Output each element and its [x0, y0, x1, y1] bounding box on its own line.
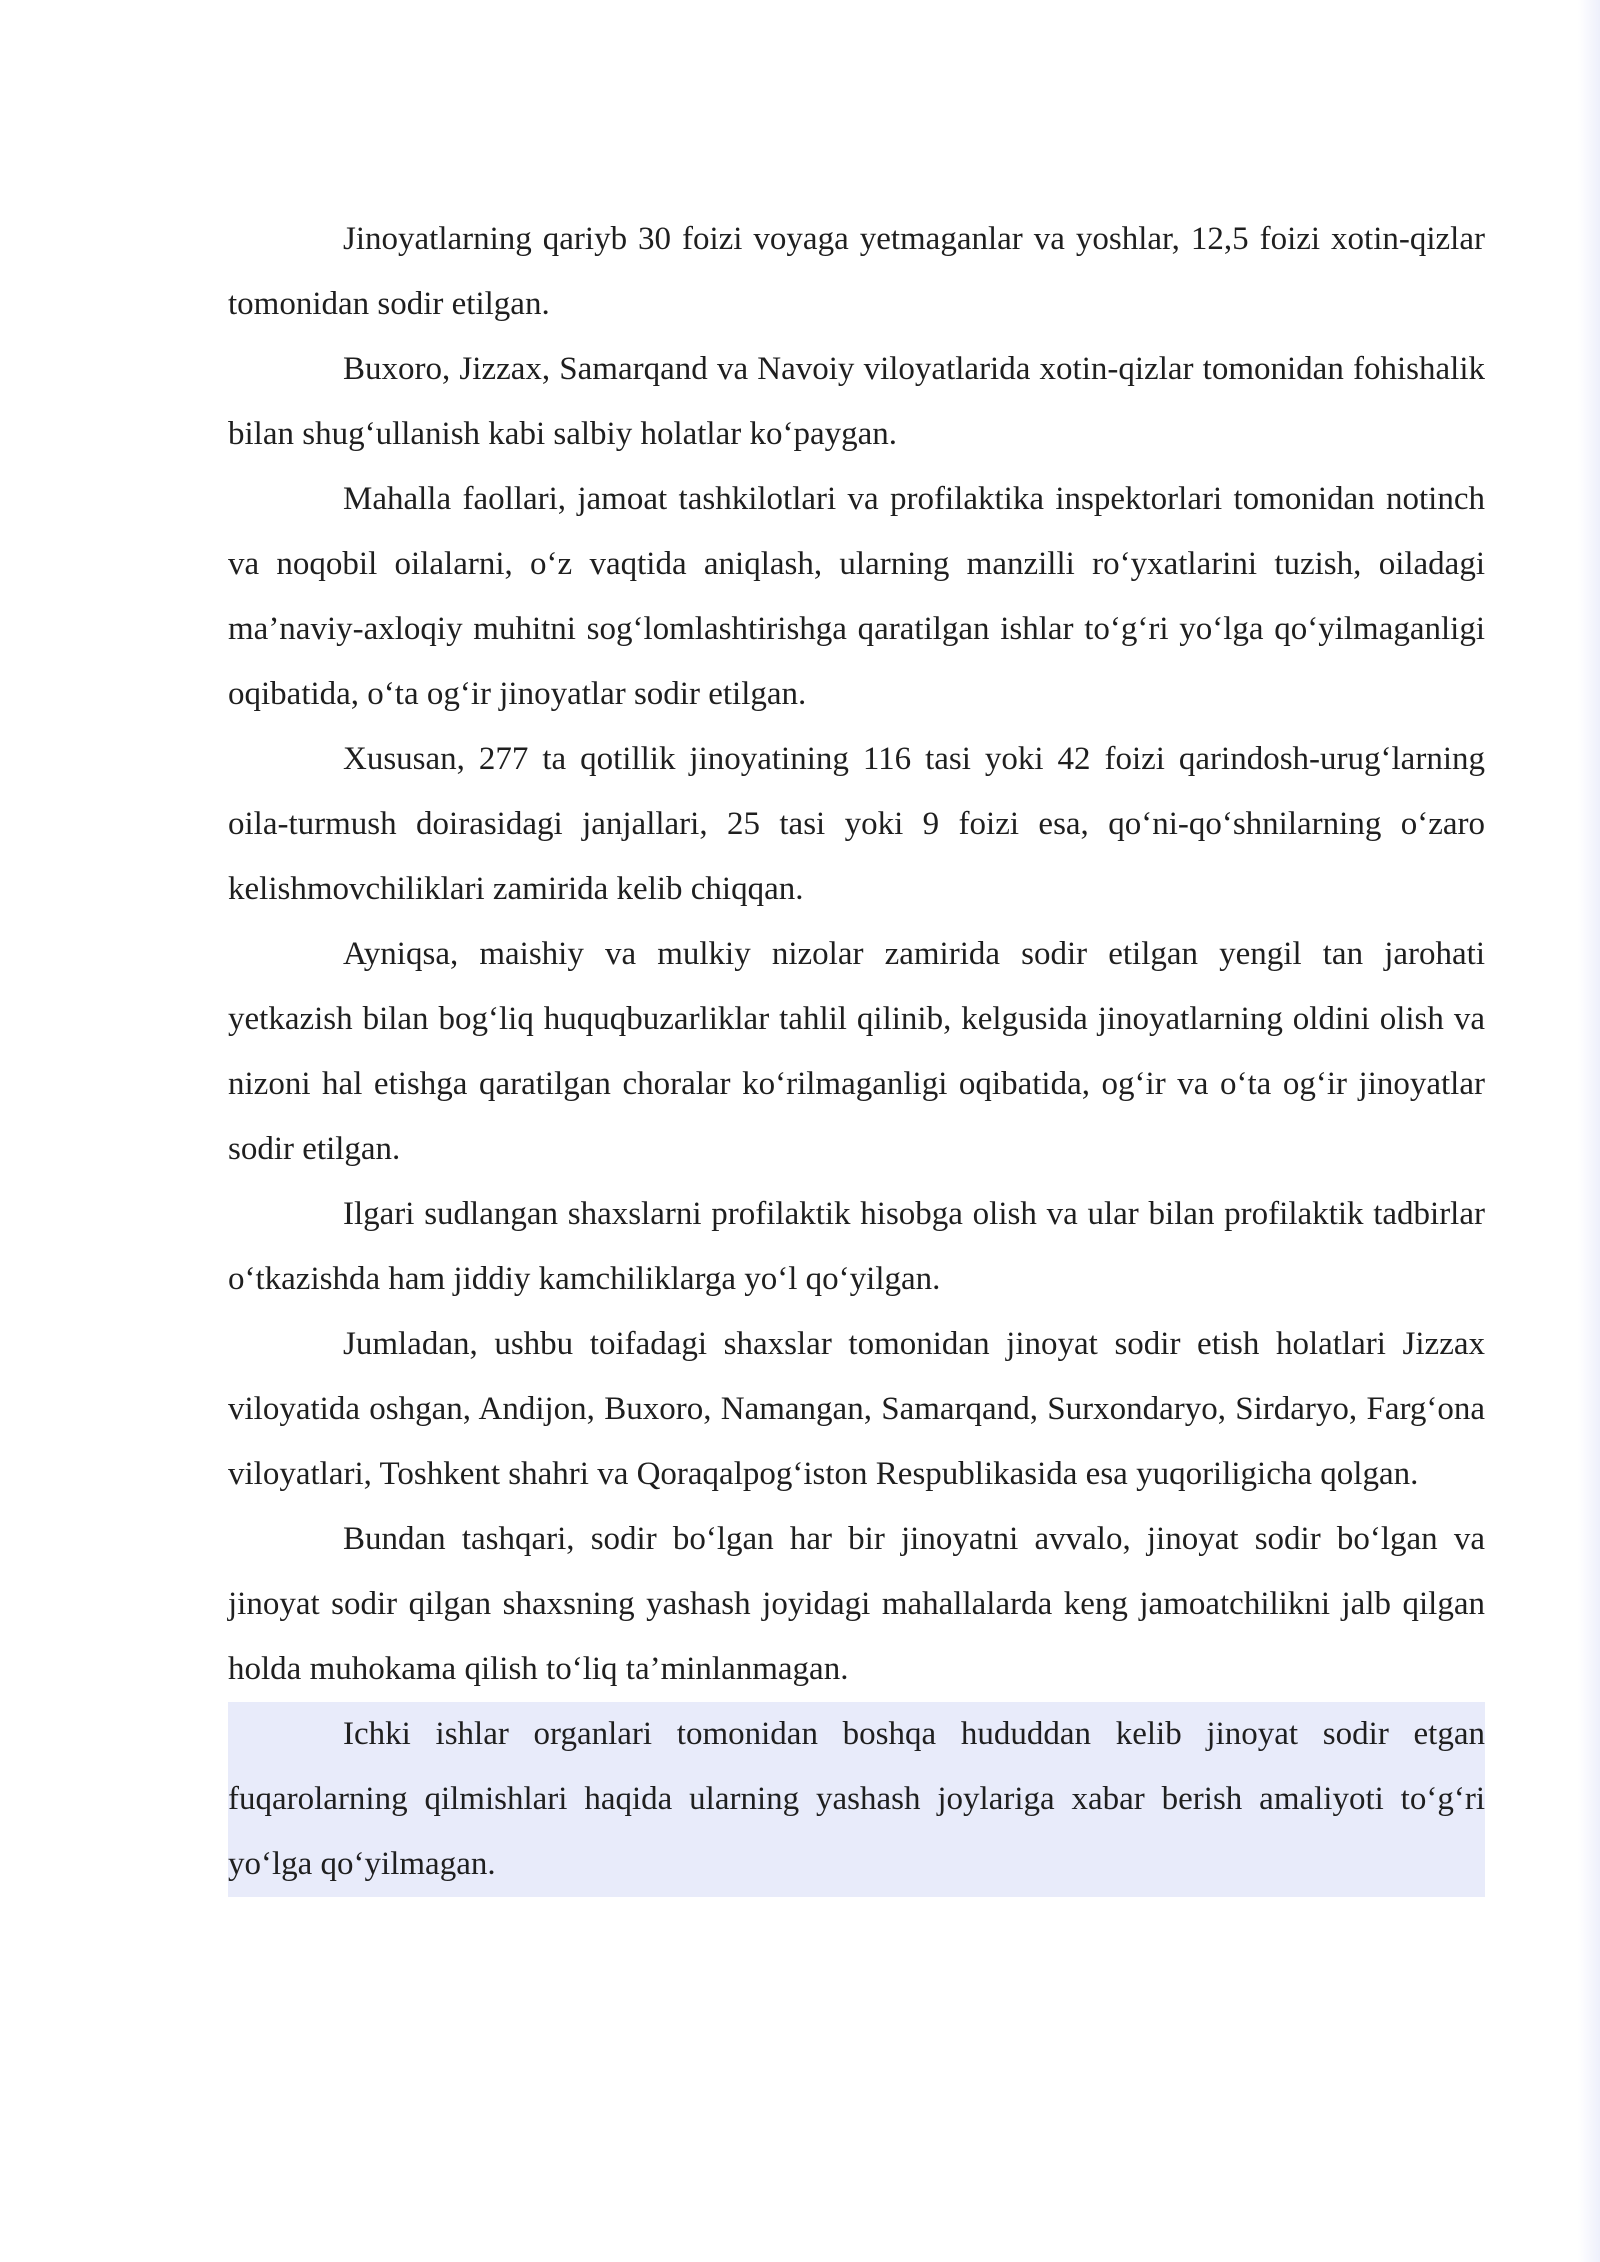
paragraph-6: Ilgari sudlangan shaxslarni profilaktik hisobga olish va ular bilan profilaktik tadbirlar o‘tkazishda ham jiddiy kamchiliklarga yo‘l qo‘yilgan.	[228, 1196, 1485, 1297]
paragraph-2: Buxoro, Jizzax, Samarqand va Navoiy viloyatlarida xotin-qizlar tomonidan fohishalik bilan shug‘ullanish kabi salbiy holatlar ko‘paygan.	[228, 351, 1485, 452]
paragraph-8: Bundan tashqari, sodir bo‘lgan har bir jinoyatni avvalo, jinoyat sodir bo‘lgan va jinoyat sodir qilgan shaxsning yashash joyidagi mahallalarda keng jamoatchilikni jalb qilgan holda muhokama qilish to‘liq ta’minlanmagan.	[228, 1521, 1485, 1687]
document-body	[228, 207, 1485, 1897]
page-edge-shade	[1578, 0, 1600, 2262]
paragraph-7: Jumladan, ushbu toifadagi shaxslar tomonidan jinoyat sodir etish holatlari Jizzax viloyatida oshgan, Andijon, Buxoro, Namangan, Samarqand, Surxondaryo, Sirdaryo, Farg‘ona viloyatlari, Toshkent shahri va Qoraqalpog‘iston Respublikasida esa yuqoriligicha qolgan.	[228, 1326, 1485, 1492]
paragraph-1: Jinoyatlarning qariyb 30 foizi voyaga yetmaganlar va yoshlar, 12,5 foizi xotin-qizlar tomonidan sodir etilgan.	[228, 221, 1485, 322]
paragraph-4: Xususan, 277 ta qotillik jinoyatining 116 tasi yoki 42 foizi qarindosh-urug‘larning oila-turmush doirasidagi janjallari, 25 tasi yoki 9 foizi esa, qo‘ni-qo‘shnilarning o‘zaro kelishmovchiliklari zamirida kelib chiqqan.	[228, 741, 1485, 907]
highlighted-paragraph[interactable]: Ichki ishlar organlari tomonidan boshqa hududdan kelib jinoyat sodir etgan fuqarolarning qilmishlari haqida ularning yashash joylariga xabar berish amaliyoti to‘g‘ri yo‘lga qo‘yilmagan.	[228, 1702, 1485, 1897]
paragraph-5: Ayniqsa, maishiy va mulkiy nizolar zamirida sodir etilgan yengil tan jarohati yetkazish bilan bog‘liq huquqbuzarliklar tahlil qilinib, kelgusida jinoyatlarning oldini olish va nizoni hal etishga qaratilgan choralar ko‘rilmaganligi oqibatida, og‘ir va o‘ta og‘ir jinoyatlar sodir etilgan.	[228, 936, 1485, 1167]
paragraph-3: Mahalla faollari, jamoat tashkilotlari va profilaktika inspektorlari tomonidan notinch va noqobil oilalarni, o‘z vaqtida aniqlash, ularning manzilli ro‘yxatlarini tuzish, oiladagi ma’naviy-axloqiy muhitni sog‘lomlashtirishga qaratilgan ishlar to‘g‘ri yo‘lga qo‘yilmaganligi oqibatida, o‘ta og‘ir jinoyatlar sodir etilgan.	[228, 481, 1485, 712]
